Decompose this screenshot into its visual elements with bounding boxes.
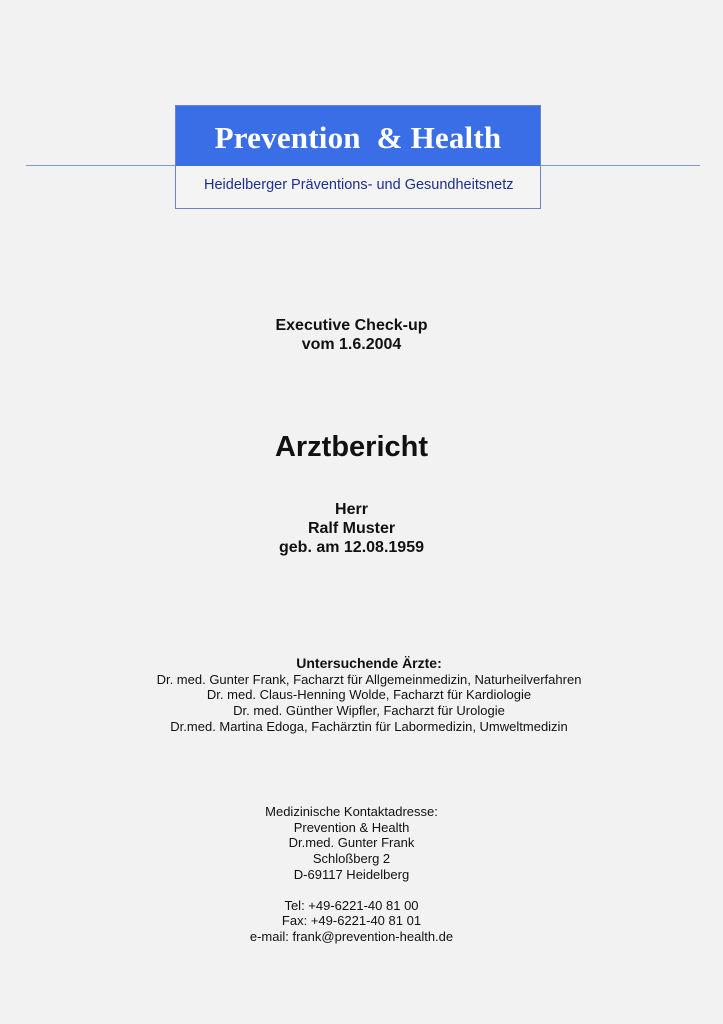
doctor-item: Dr. med. Claus-Henning Wolde, Facharzt für Kardiologie — [206, 687, 532, 703]
contact-street: Schloßberg 2 — [312, 851, 391, 867]
contact-spacer — [0, 883, 703, 898]
patient-birthdate: geb. am 12.08.1959 — [279, 539, 424, 556]
logo-box — [175, 105, 541, 209]
logo-banner — [176, 106, 540, 166]
logo-title: Prevention & Health — [214, 120, 502, 155]
patient-name: Ralf Muster — [307, 520, 396, 537]
contact-person: Dr.med. Gunter Frank — [288, 835, 415, 851]
doctor-item: Dr. med. Gunter Frank, Facharzt für Allgemeinmedizin, Naturheilverfahren — [156, 671, 582, 687]
doctor-item: Dr.med. Martina Edoga, Fachärztin für Labormedizin, Umweltmedizin — [170, 718, 568, 734]
checkup-date: vom 1.6.2004 — [301, 336, 402, 353]
doctors-heading: Untersuchende Ärzte: — [296, 655, 442, 671]
contact-heading: Medizinische Kontaktadresse: — [265, 804, 438, 819]
logo-subtitle: Heidelberger Präventions- und Gesundheitsnetz — [204, 177, 514, 193]
contact-fax: Fax: +49-6221-40 81 01 — [281, 913, 422, 929]
checkup-title: Executive Check-up — [275, 317, 428, 334]
contact-city: D-69117 Heidelberg — [293, 866, 410, 882]
patient-salutation: Herr — [335, 501, 368, 518]
report-title: Arztbericht — [274, 431, 429, 463]
doctor-item: Dr. med. Günther Wipfler, Facharzt für Urologie — [233, 703, 505, 719]
contact-email: e-mail: frank@prevention-health.de — [249, 928, 454, 944]
doctors-block — [0, 656, 723, 735]
contact-phone: Tel: +49-6221-40 81 00 — [284, 897, 419, 913]
patient-block — [0, 500, 703, 557]
contact-org: Prevention & Health — [293, 819, 410, 835]
checkup-block — [0, 316, 703, 354]
contact-block — [0, 804, 703, 945]
